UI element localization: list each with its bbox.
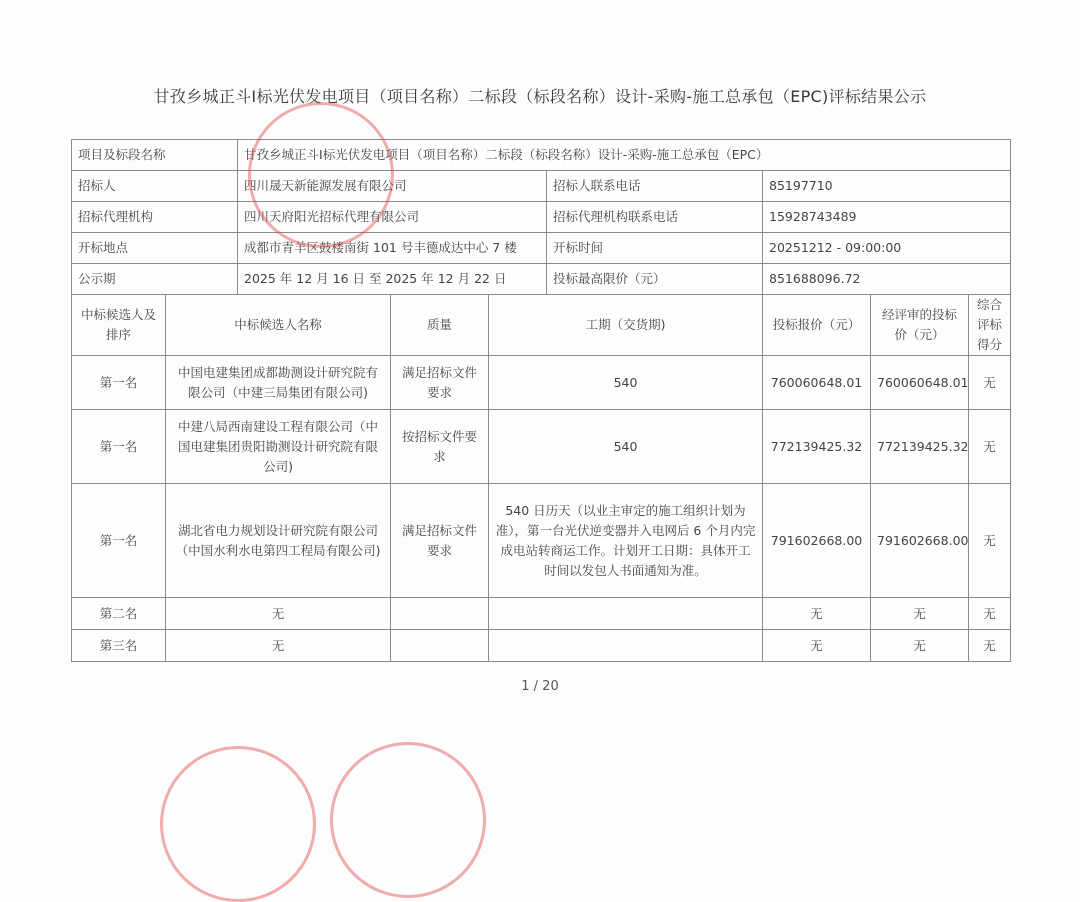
tenderer-row: [72, 171, 1011, 202]
candidate-score: 无: [969, 410, 1011, 484]
table-row: [72, 356, 1011, 410]
header-score: 综合评标得分: [969, 295, 1011, 356]
location-row: [72, 233, 1011, 264]
project-value: 甘孜乡城正斗Ⅰ标光伏发电项目（项目名称）二标段（标段名称）设计-采购-施工总承包（EPC）: [238, 140, 1011, 171]
candidate-reviewed-price: 无: [871, 630, 969, 662]
table-row: [72, 484, 1011, 598]
candidate-period: 540 日历天（以业主审定的施工组织计划为准），第一台光伏逆变器并入电网后 6 个月内完成电站转商运工作。计划开工日期：具体开工时间以发包人书面通知为准。: [489, 484, 763, 598]
tenderer-value: 四川晟天新能源发展有限公司: [238, 171, 547, 202]
official-seal-bottom-right: [330, 742, 486, 898]
candidate-rank: 第一名: [72, 410, 166, 484]
candidate-name: 湖北省电力规划设计研究院有限公司（中国水利水电第四工程局有限公司): [166, 484, 391, 598]
agency-phone-label: 招标代理机构联系电话: [547, 202, 763, 233]
candidate-bid-price: 无: [763, 598, 871, 630]
open-time-value: 20251212 - 09:00:00: [763, 233, 1011, 264]
period-row: [72, 264, 1011, 295]
candidate-period: 540: [489, 410, 763, 484]
header-reviewed-price: 经评审的投标价（元）: [871, 295, 969, 356]
candidate-bid-price: 772139425.32: [763, 410, 871, 484]
candidate-rank: 第二名: [72, 598, 166, 630]
tenderer-phone-value: 85197710: [763, 171, 1011, 202]
candidate-name: 无: [166, 598, 391, 630]
table-row: [72, 598, 1011, 630]
candidate-reviewed-price: 791602668.00: [871, 484, 969, 598]
header-bid-price: 投标报价（元）: [763, 295, 871, 356]
agency-value: 四川天府阳光招标代理有限公司: [238, 202, 547, 233]
candidate-score: 无: [969, 356, 1011, 410]
candidate-bid-price: 760060648.01: [763, 356, 871, 410]
max-price-value: 851688096.72: [763, 264, 1011, 295]
candidate-quality: [391, 598, 489, 630]
location-value: 成都市青羊区鼓楼南街 101 号丰德成达中心 7 楼: [238, 233, 547, 264]
header-rank: 中标候选人及排序: [72, 295, 166, 356]
tenderer-phone-label: 招标人联系电话: [547, 171, 763, 202]
tenderer-label: 招标人: [72, 171, 238, 202]
candidate-score: 无: [969, 630, 1011, 662]
candidate-reviewed-price: 760060648.01: [871, 356, 969, 410]
candidate-rank: 第三名: [72, 630, 166, 662]
candidate-score: 无: [969, 598, 1011, 630]
candidate-quality: [391, 630, 489, 662]
candidate-quality: 按招标文件要求: [391, 410, 489, 484]
candidate-period: [489, 598, 763, 630]
candidate-period: [489, 630, 763, 662]
location-label: 开标地点: [72, 233, 238, 264]
candidate-bid-price: 791602668.00: [763, 484, 871, 598]
header-quality: 质量: [391, 295, 489, 356]
header-period: 工期（交货期): [489, 295, 763, 356]
candidate-name: 中国电建集团成都勘测设计研究院有限公司（中建三局集团有限公司): [166, 356, 391, 410]
candidate-score: 无: [969, 484, 1011, 598]
period-label: 公示期: [72, 264, 238, 295]
agency-row: [72, 202, 1011, 233]
page-number: 1 / 20: [521, 679, 559, 694]
candidate-quality: 满足招标文件要求: [391, 356, 489, 410]
official-seal-bottom-left: [160, 746, 316, 902]
candidate-reviewed-price: 无: [871, 598, 969, 630]
candidate-quality: 满足招标文件要求: [391, 484, 489, 598]
tender-result-table: [71, 139, 1011, 662]
table-row: [72, 410, 1011, 484]
candidate-period: 540: [489, 356, 763, 410]
candidate-bid-price: 无: [763, 630, 871, 662]
max-price-label: 投标最高限价（元）: [547, 264, 763, 295]
project-row: [72, 140, 1011, 171]
candidates-header-row: [72, 295, 1011, 356]
header-name: 中标候选人名称: [166, 295, 391, 356]
candidate-rank: 第一名: [72, 484, 166, 598]
period-value: 2025 年 12 月 16 日 至 2025 年 12 月 22 日: [238, 264, 547, 295]
candidate-name: 中建八局西南建设工程有限公司（中国电建集团贵阳勘测设计研究院有限公司): [166, 410, 391, 484]
project-label: 项目及标段名称: [72, 140, 238, 171]
candidate-rank: 第一名: [72, 356, 166, 410]
agency-phone-value: 15928743489: [763, 202, 1011, 233]
document-title: 甘孜乡城正斗Ⅰ标光伏发电项目（项目名称）二标段（标段名称）设计-采购-施工总承包（EPC)评标结果公示: [153, 87, 927, 106]
table-row: [72, 630, 1011, 662]
open-time-label: 开标时间: [547, 233, 763, 264]
candidate-name: 无: [166, 630, 391, 662]
candidate-reviewed-price: 772139425.32: [871, 410, 969, 484]
agency-label: 招标代理机构: [72, 202, 238, 233]
